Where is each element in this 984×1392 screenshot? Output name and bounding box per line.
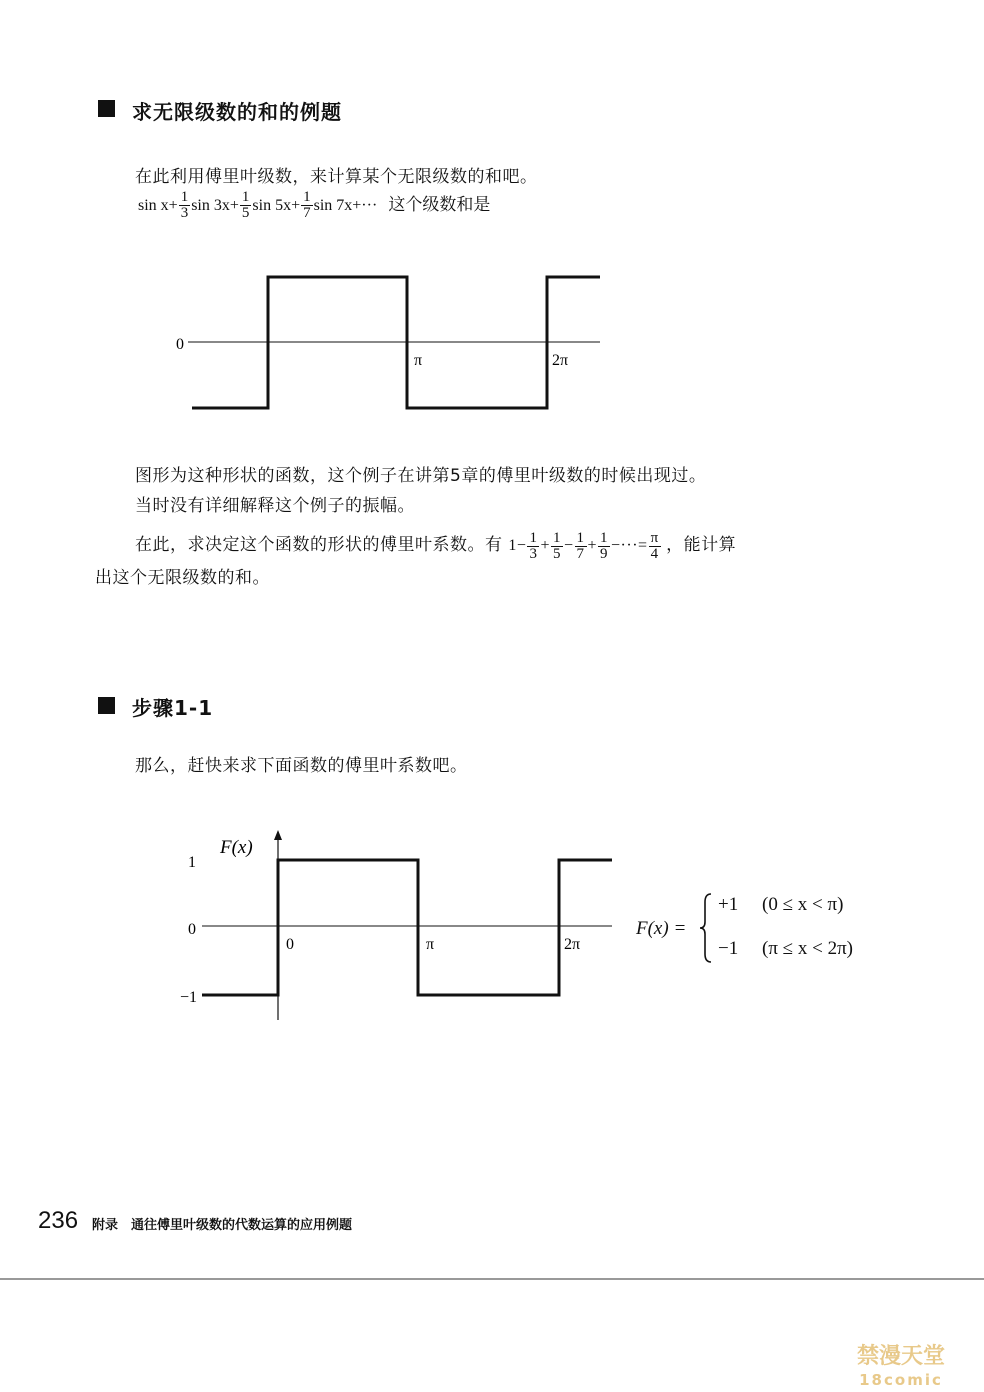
series-term-1: sin x+ — [138, 197, 178, 214]
zero-label: 0 — [188, 921, 196, 938]
origin-label: 0 — [286, 936, 294, 953]
paragraph-4: 出这个无限级数的和。 — [95, 568, 270, 588]
series-term-4: sin 7x+··· — [313, 197, 378, 214]
series-fraction: $\frac{1}{5}$ — [241, 189, 250, 221]
series-formula — [138, 190, 490, 221]
series-term-2: sin 3x+ — [191, 197, 239, 214]
paragraph-1: 图形为这种形状的函数，这个例子在讲第5章的傅里叶级数的时候出现过。 — [135, 466, 707, 486]
watermark-logo: 禁漫天堂 — [856, 1344, 945, 1369]
case-1-value: +1 — [718, 894, 739, 915]
pi-label: π — [414, 352, 423, 369]
definition-lhs: F(x) = — [636, 918, 687, 939]
running-title: 附录 通往傅里叶级数的代数运算的应用例题 — [92, 1218, 353, 1233]
brace-icon — [698, 892, 714, 964]
function-label: F(x) — [220, 837, 253, 858]
square-wave-graph-2 — [180, 828, 620, 1023]
y-axis-arrow — [274, 830, 282, 840]
case-2-value: −1 — [718, 938, 739, 959]
footer-rule — [0, 1278, 984, 1280]
case-1-condition: (0 ≤ x < π) — [762, 894, 844, 915]
square-wave — [202, 860, 612, 995]
two-pi-label: 2π — [552, 352, 569, 369]
series-suffix: 这个级数和是 — [388, 195, 491, 215]
series-term-3: sin 5x+ — [252, 197, 301, 214]
intro-text: 那么，赶快来求下面函数的傅里叶系数吧。 — [135, 756, 468, 776]
paragraph-3 — [135, 530, 736, 562]
watermark-logo-sub: 18comic — [859, 1371, 943, 1389]
section-marker-square — [98, 697, 115, 714]
section-heading: 求无限级数的和的例题 — [132, 100, 342, 124]
square-wave-graph-1 — [170, 265, 610, 425]
one-label: 1 — [188, 854, 196, 871]
function-definition — [636, 888, 906, 968]
series-fraction: $\frac{1}{3}$ — [180, 189, 189, 221]
pi-label: π — [426, 936, 435, 953]
zero-label: 0 — [176, 336, 184, 353]
case-2-condition: (π ≤ x < 2π) — [762, 938, 853, 959]
section-heading: 步骤1-1 — [132, 696, 214, 720]
paragraph-2: 当时没有详细解释这个例子的振幅。 — [135, 496, 415, 516]
intro-text: 在此利用傅里叶级数，来计算某个无限级数的和吧。 — [135, 167, 538, 187]
two-pi-label: 2π — [564, 936, 581, 953]
section-marker-square — [98, 100, 115, 117]
sum-formula: 1− $\frac{1}{3}$ + $\frac{1}{5}$ − $\frac{1}{7}$ + $\frac{1}{9}$ −···= $\frac{\pi}{4}$ — [508, 529, 659, 562]
series-fraction: $\frac{1}{7}$ — [303, 189, 311, 221]
page-number: 236 — [38, 1207, 79, 1234]
paragraph-3-tail: ，能计算 — [666, 535, 737, 555]
paragraph-3-text: 在此，求决定这个函数的形状的傅里叶系数。有 — [135, 535, 503, 555]
neg-one-label: −1 — [180, 989, 198, 1006]
